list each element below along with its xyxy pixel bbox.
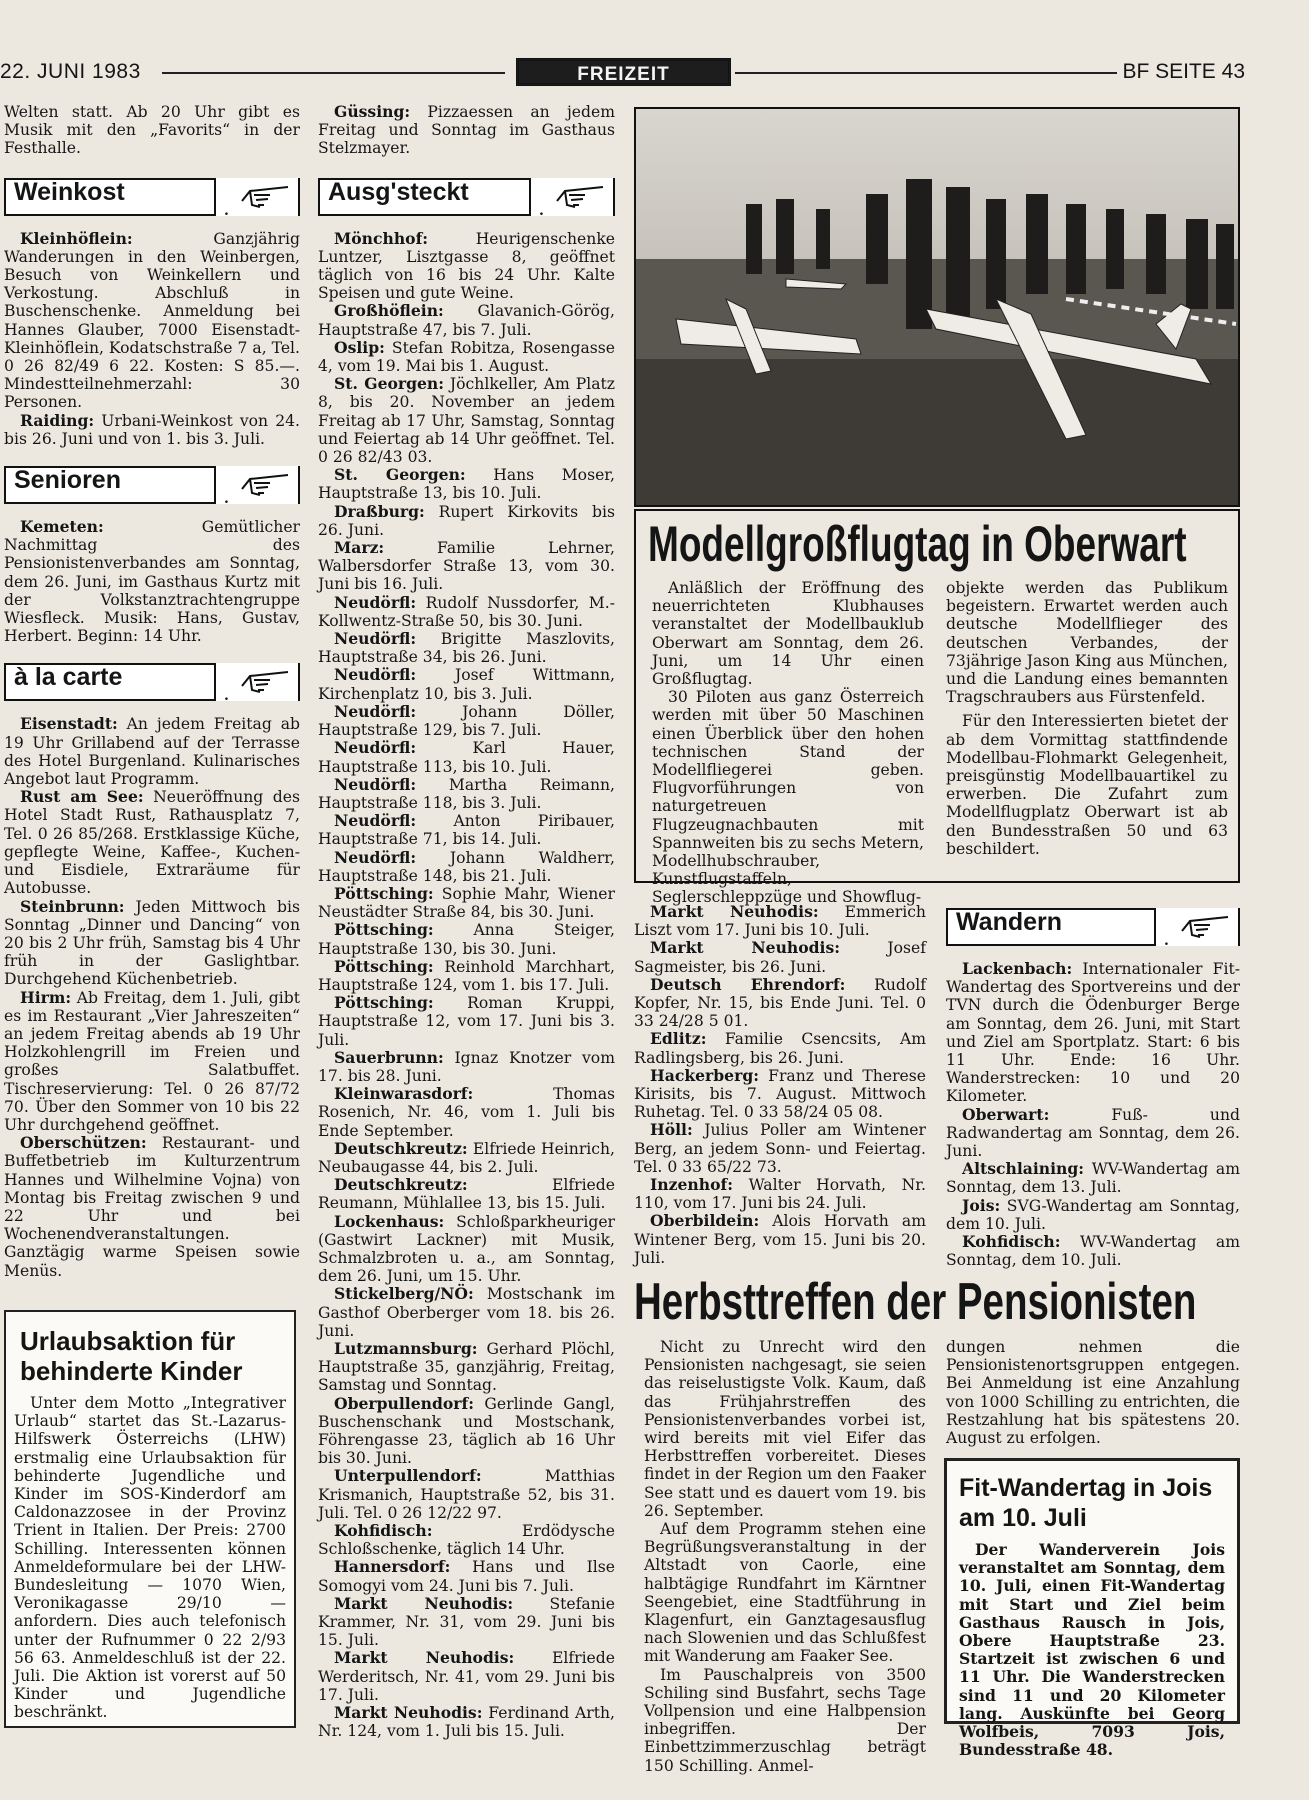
listing-text: Walter Horvath, Nr. 110, vom 17. Juni bis 24. Juli. [634,1176,926,1213]
listing-text: Emmerich Liszt vom 17. Juni bis 10. Juli. [634,903,926,940]
listing-place: Neudörfl: [334,629,417,649]
listing-text: Familie Csencsits, Am Radlingsberg, bis 26. Juni. [634,1030,926,1067]
section-header-a-la-carte [4,663,300,705]
pointing-hand-icon: . [214,663,298,701]
listing [946,960,1240,1106]
listing-text: Anton Piribauer, Hauptstraße 71, bis 14. Juli. [318,812,615,849]
listing [318,812,615,848]
listing-place: Kohfidisch: [334,1521,433,1541]
listing [318,666,615,702]
listing-place: Kleinwarasdorf: [334,1084,474,1104]
listing-text: Mostschank im Gasthof Oberberger vom 18. bis 26. Juni. [318,1285,615,1340]
listing-place: Inzenhof: [650,1175,733,1195]
listing-text: Fuß- und Radwandertag am Sonntag, dem 26. Juni. [946,1105,1240,1161]
section-title: Senioren [14,466,121,495]
listing-place: Altschlaining: [962,1159,1085,1179]
listing [318,1595,615,1650]
section-header-weinkost [4,177,300,219]
listing [318,630,615,666]
listing-text: Jöchlkeller, Am Platz 8, bis 20. November an jedem Freitag ab 17 Uhr, Samstag, Sonntag und Feiertag ab 14 Uhr geöffnet. Tel. 0 26 82/43 03. [318,375,615,467]
column-3-listings [634,903,926,1267]
listing-text: Internationaler Fit-Wandertag des Sportvereins und der TVN durch die Ödenburger Berge am Sonntag, dem 26. Juni, mit Start und Ziel am Sportplatz. Start: 6 bis 11 Uhr. Ende: 16 Uhr. Wanderstrecken: 10 und 20 Kilometer. [946,960,1240,1106]
pointing-hand-icon: . [1154,908,1238,946]
listing [318,1467,615,1522]
listing-text: Elfriede Heinrich, Neubaugasse 44, bis 2. Juli. [318,1139,615,1176]
listing-place: Markt Neuhodis: [334,1648,515,1668]
listing-text: Anna Steiger, Hauptstraße 130, bis 30. Juni. [318,921,615,958]
listing-text: Rudolf Kopfer, Nr. 15, bis Ende Juni. Tel. 0 33 24/28 5 01. [634,975,926,1031]
listing-text: WV-Wandertag am Sonntag, dem 10. Juli. [946,1233,1240,1270]
paragraph: 30 Piloten aus ganz Österreich werden mit über 50 Maschinen einen Überblick über den hohen technischen Stand der Modellfliegerei geben. Flugvorführungen von naturgetreuen Flugzeugnachbauten mit Spannweiten bis zu sechs Metern, Modellhubschrauber, Kunstflugstaffeln, Seglerschleppzüge und Showflug- [652,688,924,907]
listing-text: Schloßparkheuriger (Gastwirt Lackner) mit Musik, Schmalzbroten u. a., am Sonntag, dem 26. Juni, um 15. Uhr. [318,1212,615,1286]
listing-place: Lutzmannsburg: [334,1339,478,1358]
listing [318,739,615,775]
article-headline: Modellgroßflugtag in Oberwart [648,516,1187,572]
listing-text: Josef Wittmann, Kirchenplatz 10, bis 3. Juli. [318,666,615,703]
box-title: Fit-Wandertag in Jois am 10. Juli [959,1474,1213,1532]
listing-text: Johann Döller, Hauptstraße 129, bis 7. Juli. [318,702,615,740]
listing-place: Jois: [962,1195,1001,1215]
listing [634,939,926,975]
section-title: Weinkost [14,177,125,206]
listing-text: Heurigenschenke Luntzer, Lisztgasse 8, geöffnet täglich von 16 bis 24 Uhr. Kalte Speisen und gute Weine. [318,229,615,303]
listing [318,849,615,885]
listing-text: Familie Lehrner, Walbersdorfer Straße 13, vom 30. Juni bis 16. Juli. [318,539,615,594]
listing-text: Stefan Robitza, Rosengasse 4, vom 19. Mai bis 1. August. [318,338,615,376]
listing-text: Hans Moser, Hauptstraße 13, bis 10. Juli. [318,466,615,503]
section-header-ausgsteckt [318,177,615,219]
listing-text: Josef Sagmeister, bis 26. Juni. [634,939,926,976]
header-rule-right [735,72,1117,74]
listing-place: Pöttsching: [334,956,434,976]
fit-wandertag-box [944,1458,1240,1760]
listing-place: St. Georgen: [334,374,445,394]
listing-text: Rupert Kirkovits bis 26. Juni. [318,502,615,539]
listing-place: Lackenbach: [962,959,1073,978]
listing-place: Neudörfl: [334,701,417,721]
article-headline: Herbsttreffen der Pensionisten [634,1273,1197,1331]
paragraph: Auf dem Programm stehen eine Begrüßungsveranstaltung in der Altstadt von Caorle, eine halbtägige Rundfahrt im Kärntner Seengebiet, eine Stadtführung in Klagenfurt, ein Ganztagesausflug nach Slowenien und das Schlußfest mit Wanderung am Faaker See. [644,1520,926,1666]
listing-place: Pöttsching: [334,920,434,940]
article-column [946,1338,1240,1447]
listing-text: SVG-Wandertag am Sonntag, dem 10. Juli. [946,1196,1240,1233]
header-rule-left [162,72,505,74]
page-number: BF SEITE 43 [1122,60,1245,83]
listing: Steinbrunn: Jeden Mittwoch bis Sonntag „Dinner und Dancing“ von 20 bis 2 Uhr früh, Samstag bis 4 Uhr früh in der Gaslightbar. Durchgehend Küchenbetrieb. [4,896,300,989]
listing: Raiding: Urbani-Weinkost von 24. bis 26. Juni und von 1. bis 3. Juli. [4,410,300,448]
column-1 [4,103,300,1280]
section-title: à la carte [14,663,123,692]
listing [318,958,615,994]
listing: Rust am See: Neueröffnung des Hotel Stadt Rust, Rathausplatz 7, Tel. 0 26 85/268. Erstklassige Küche, gepflegte Weine, Kaffee-, Kuchen- und Eisdiele, Extraräume für Autobusse. [4,787,300,898]
listing-place: Oslip: [334,337,385,357]
listing [946,1160,1240,1196]
listing-text: Ferdinand Arth, Nr. 124, vom 1. Juli bis 15. Juli. [318,1704,615,1741]
section-title: Wandern [956,908,1063,936]
listing-text: Reinhold Marchhart, Hauptstraße 124, vom 1. bis 17. Juli. [318,957,615,994]
listing-place: Deutschkreutz: [334,1175,468,1195]
listing [318,1395,615,1468]
listing-text: Gerlinde Gangl, Buschenschank und Mostschank, Föhrengasse 23, täglich ab 16 Uhr bis 30. Juni. [318,1394,615,1468]
listing [946,1197,1240,1233]
listing [634,1067,926,1122]
listing-text: Hans und Ilse Somogyi vom 24. Juni bis 7. Juli. [318,1558,615,1595]
listing-place: Lockenhaus: [334,1211,445,1231]
listing [318,230,615,303]
listing [318,885,615,921]
listing: Hirm: Ab Freitag, dem 1. Juli, gibt es im Restaurant „Vier Jahreszeiten“ an jedem Freitag abends ab 19 Uhr Holzkohlengrill im Freien und großes Salatbuffet. Tischreservierung: Tel. 0 26 87/72 70. Über den Sommer von 10 bis 22 Uhr durchgehend geöffnet. [4,987,300,1134]
listing [318,1085,615,1140]
listing-text: Johann Waldherr, Hauptstraße 148, bis 21. Juli. [318,848,615,885]
article-column [644,1338,926,1775]
listing-text: Stefanie Krammer, Nr. 31, vom 29. Juni bis 15. Juli. [318,1594,615,1650]
listing-place: Neudörfl: [334,592,417,612]
listing-place: Mönchhof: [334,228,429,248]
paragraph: Anläßlich der Eröffnung des neuerrichteten Klubhauses veranstaltet der Modellbauklub Oberwart am Sonntag, dem 26. Juni, um 14 Uhr einen Großflugtag. [652,579,924,689]
listing-place: Kohfidisch: [962,1232,1061,1252]
listing-text: WV-Wandertag am Sonntag, dem 13. Juli. [946,1160,1240,1197]
paragraph: objekte werden das Publikum begeistern. Erwartet werden auch deutsche Modellflieger des deutschen Verbandes, der 73jährige Jason King aus München, und die Landung eines bemannten Tragschraubers aus Fürstenfeld. [946,579,1228,707]
listing [318,1522,615,1558]
listing-place: Markt Neuhodis: [650,902,819,921]
box-title: Urlaubsaktion für behinderte Kinder [20,1326,243,1386]
paragraph: dungen nehmen die Pensionistenortsgruppen entgegen. Bei Anmeldung ist eine Anzahlung von 1000 Schilling zu entrichten, die Restzahlung hat bis spätestens 20. August zu erfolgen. [946,1338,1240,1448]
listing-text: Elfriede Reumann, Mühlallee 13, bis 15. Juli. [318,1176,615,1213]
listing [318,1340,615,1395]
listing-place: Edlitz: [650,1029,707,1049]
listing-list [318,230,615,1741]
listing [318,994,615,1049]
listing [318,539,615,594]
section-header-senioren [4,466,300,508]
listing [634,976,926,1031]
listing-place: Marz: [334,538,385,558]
listing [318,921,615,957]
listing: Oberschützen: Restaurant- und Buffetbetrieb im Kulturzentrum Hannes und Wilhelmine Vojna) von Montag bis Freitag zwischen 9 und 22 Uhr und bei Wochenendveranstaltungen. Ganztägig warme Speisen sowie Menüs. [4,1133,300,1280]
urlaubsaktion-box [4,1310,296,1728]
listing-list [946,960,1240,1269]
listing-place: Oberbildein: [650,1211,760,1231]
listing [318,594,615,630]
listing-place: Oberpullendorf: [334,1393,474,1413]
listing [634,903,926,939]
listing: Eisenstadt: An jedem Freitag ab 19 Uhr Grillabend auf der Terrasse des Hotel Burgenland. Kulinarisches Angebot laut Programm. [4,714,300,789]
listing [318,1704,615,1740]
pointing-hand-icon: . [214,178,298,216]
listing [318,1140,615,1176]
paragraph: Im Pauschalpreis von 3500 Schiling sind Busfahrt, sechs Tage Vollpension und eine Halbpension inbegriffen. Der Einbettzimmerzuschlag beträgt 150 Schilling. Anmel- [644,1665,926,1775]
listing-text: Alois Horvath am Wintener Berg, vom 15. Juni bis 20. Juli. [634,1212,926,1267]
listing-text: Thomas Rosenich, Nr. 46, vom 1. Juli bis Ende September. [318,1085,615,1140]
listing-text: Sophie Mahr, Wiener Neustädter Straße 84, bis 30. Juni. [318,884,615,922]
section-title: Ausg'steckt [328,177,469,206]
listing [318,1176,615,1212]
listing: Kemeten: Gemütlicher Nachmittag des Pensionistenverbandes am Sonntag, dem 26. Juni, im Gasthaus Kurtz mit der Volkstanztrachtengruppe Wiesfleck. Musik: Hans, Gustav, Herbert. Beginn: 14 Uhr. [4,517,300,646]
listing-text: Glavanich-Görög, Hauptstraße 47, bis 7. Juli. [318,302,615,339]
listing-text: Julius Poller am Wintener Berg, an jedem Sonn- und Feiertag. Tel. 0 33 65/22 73. [634,1121,926,1176]
listing [318,503,615,539]
listing-place: Markt Neuhodis: [334,1703,483,1723]
listing-place: Pöttsching: [334,993,434,1013]
listing-place: Hannersdorf: [334,1557,451,1577]
listing [318,339,615,375]
listing-text: Rudolf Nussdorfer, M.-Kollwentz-Straße 50, bis 30. Juni. [318,593,615,630]
listing-place: Neudörfl: [334,665,417,685]
issue-date: 22. JUNI 1983 [0,60,141,83]
listing [634,1030,926,1066]
listing-place: Höll: [650,1120,693,1140]
box-text: Unter dem Motto „Integrativer Urlaub“ startet das St.-Lazarus-Hilfswerk Österreichs (LHW) erstmalig eine Urlaubsaktion für behinderte Jugendliche und Kinder im SOS-Kinderdorf am Caldonazzosee in der Provinz Trient in Italien. Der Preis: 2700 Schilling. Interessenten können Anmeldeformulare bei der LHW-Bundesleitung — 1070 Wien, Veronikagasse 29/10 — anfordern. Dies auch telefonisch unter der Rufnummer 0 22 2/93 56 63. Anmeldeschluß ist der 22. Juli. Die Aktion ist vorerst auf 50 Kinder und Jugendliche beschränkt. [14,1394,286,1722]
model-airplane-photo [634,107,1240,507]
listing [634,1212,926,1267]
listing-text: Ignaz Knotzer vom 17. bis 28. Juni. [318,1048,615,1085]
page-header [0,58,1245,88]
listing-place: Neudörfl: [334,774,417,794]
listing-place: Markt Neuhodis: [650,938,841,958]
column-wandern [946,908,1240,1269]
listing-place: Oberwart: [962,1104,1050,1124]
listing: Güssing: Pizzaessen an jedem Freitag und Sonntag im Gasthaus Stelzmayer. [318,102,615,158]
listing-text: Elfriede Werderitsch, Nr. 41, vom 29. Juni bis 17. Juli. [318,1649,615,1704]
section-header-wandern [946,908,1240,949]
paragraph: Nicht zu Unrecht wird den Pensionisten nachgesagt, sie seien das reiselustigste Volk. Kaum, daß das Frühjahrstreffen des Pensionistenverbandes vorbei ist, wird bereits mit viel Eifer das Herbsttreffen vorbereitet. Dieses findet in der Region um den Faaker See statt und es dauert vom 19. bis 26. September. [644,1338,926,1520]
listing-place: Deutschkreutz: [334,1138,468,1158]
listing [318,1049,615,1085]
listing [634,1121,926,1176]
column-2 [318,103,615,1740]
listing-place: Neudörfl: [334,811,417,831]
listing-text: Martha Reimann, Hauptstraße 118, bis 3. Juli. [318,775,615,812]
paragraph: Für den Interessierten bietet der ab dem Vormittag stattfindende Modellbau-Flohmarkt Gelegenheit, preisgünstig Modellbauartikel zu erwerben. Die Zufahrt zum Modellflugplatz Oberwart ist ab den Bundesstraßen 50 und 63 beschildert. [946,712,1228,858]
listing [634,1176,926,1212]
listing-place: St. Georgen: [334,465,466,485]
listing-place: Markt Neuhodis: [334,1593,514,1613]
listing [318,1558,615,1594]
listing-place: Deutsch Ehrendorf: [650,974,846,994]
listing [946,1233,1240,1269]
listing: Kleinhöflein: Ganzjährig Wanderungen in den Weinbergen, Besuch von Weinkellern und Verkostung. Abschluß in Buschenschenke. Anmeldung bei Hannes Glauber, 7000 Eisenstadt-Kleinhöflein, Kodatschstraße 7 a, Tel. 0 26 82/49 6 22. Kosten: S 85.—. Mindestteilnehmerzahl: 30 Personen. [4,228,300,412]
listing-place: Stickelberg/NÖ: [334,1284,474,1304]
listing-place: Draßburg: [334,501,425,521]
listing-place: Pöttsching: [334,883,434,903]
listing [318,375,615,466]
listing [318,703,615,739]
pointing-hand-icon: . [529,178,613,216]
listing-text: Karl Hauer, Hauptstraße 113, bis 10. Juli. [318,739,615,776]
listing [318,1213,615,1286]
article-column [946,579,1228,858]
listing-place: Hackerberg: [650,1065,759,1085]
listing [946,1106,1240,1161]
listing-text: Gerhard Plöchl, Hauptstraße 35, ganzjährig, Freitag, Samstag und Sonntag. [318,1340,615,1395]
listing-place: Sauerbrunn: [334,1047,444,1067]
pointing-hand-icon: . [214,466,298,504]
listing-place: Großhöflein: [334,301,444,321]
intro-text: Welten statt. Ab 20 Uhr gibt es Musik mit den „Favorits“ in der Festhalle. [4,103,300,158]
listing [318,776,615,812]
listing-text: Matthias Krismanich, Hauptstraße 52, bis 31. Juli. Tel. 0 26 12/22 97. [318,1467,615,1522]
listing [318,1649,615,1704]
listing [318,1285,615,1340]
listing-text: Roman Kruppi, Hauptstraße 12, vom 17. Juni bis 3. Juli. [318,994,615,1049]
article-column [652,579,924,907]
listing [318,466,615,502]
listing [318,302,615,338]
listing-text: Franz und Therese Kirisits, bis 7. August. Mittwoch Ruhetag. Tel. 0 33 58/24 05 08. [634,1066,926,1122]
article-flugtag [634,509,1240,907]
listing-place: Unterpullendorf: [334,1466,482,1486]
listing-text: Brigitte Maszlovits, Hauptstraße 34, bis 26. Juni. [318,630,615,667]
listing-text: Erdödysche Schloßschenke, täglich 14 Uhr. [318,1522,615,1559]
listing-place: Neudörfl: [334,738,417,758]
listing-place: Neudörfl: [334,847,417,867]
section-label: FREIZEIT [516,58,731,86]
box-text: Der Wanderverein Jois veranstaltet am Sonntag, dem 10. Juli, einen Fit-Wandertag mit Start und Ziel beim Gasthaus Rausch in Jois, Obere Hauptstraße 23. Startzeit ist zwischen 6 und 11 Uhr. Die Wanderstrecken sind 11 und 20 Kilometer lang. Auskünfte bei Georg Wolfbeis, 7093 Jois, Bundesstraße 48. [959,1540,1225,1760]
